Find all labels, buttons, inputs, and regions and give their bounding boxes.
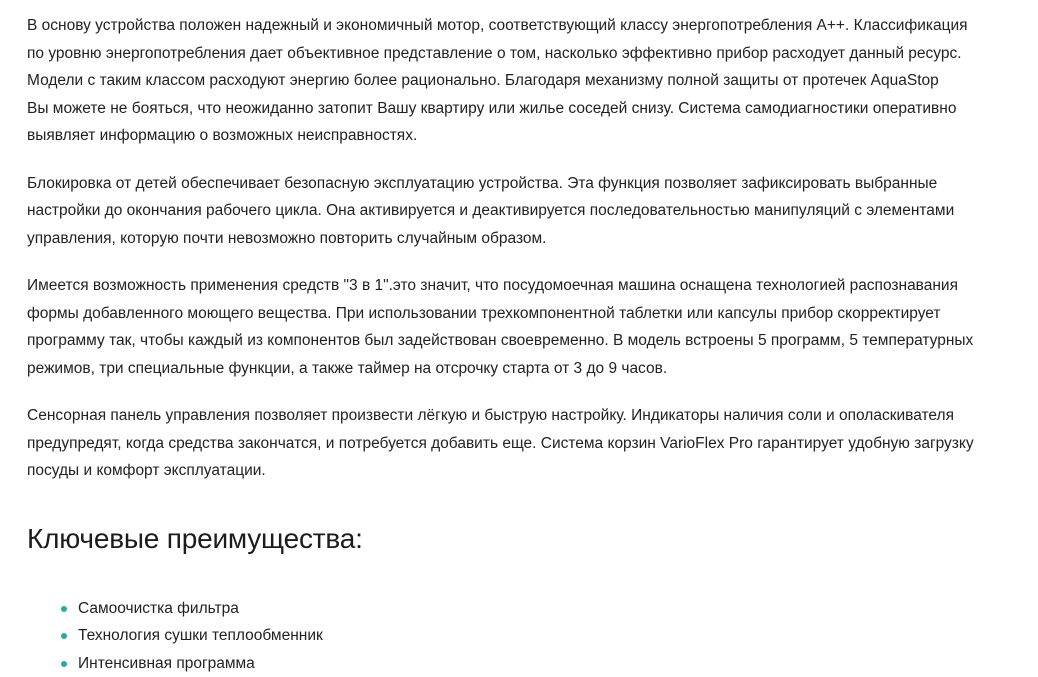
list-item xyxy=(61,595,1027,623)
list-item xyxy=(61,622,1027,650)
paragraph-child-lock xyxy=(27,170,1027,253)
bullet-dot-icon xyxy=(61,606,67,612)
list-item-label: Технология сушки теплообменник xyxy=(78,627,323,644)
list-item xyxy=(61,650,1027,677)
bullet-dot-icon xyxy=(61,661,67,667)
paragraph-line: формы добавленного моющего вещества. При использовании трехкомпонентной таблетки или капсулы прибор скорректирует xyxy=(27,300,1027,328)
paragraph-line: выявляет информацию о возможных неисправностях. xyxy=(27,122,1027,150)
list-item-label: Интенсивная программа xyxy=(78,655,255,672)
key-benefits-heading: Ключевые преимущества: xyxy=(27,523,1027,555)
paragraph-line: настройки до окончания рабочего цикла. Она активируется и деактивируется последовательностью манипуляций с элементами xyxy=(27,197,1027,225)
paragraph-line: Имеется возможность применения средств "3 в 1".это значит, что посудомоечная машина оснащена технологией распознавания xyxy=(27,272,1027,300)
paragraph-line: Вы можете не бояться, что неожиданно затопит Вашу квартиру или жилье соседей снизу. Система самодиагностики оперативно xyxy=(27,95,1027,123)
paragraph-motor xyxy=(27,12,1027,150)
bullet-dot-icon xyxy=(61,633,67,639)
paragraph-line: В основу устройства положен надежный и экономичный мотор, соответствующий классу энергопотребления А++. Классификация xyxy=(27,12,1027,40)
paragraph-3-in-1 xyxy=(27,272,1027,382)
paragraph-line: Модели с таким классом расходуют энергию более рационально. Благодаря механизму полной защиты от протечек AquaStop xyxy=(27,67,1027,95)
key-benefits-list xyxy=(27,595,1027,677)
paragraph-line: режимов, три специальные функции, а также таймер на отсрочку старта от 3 до 9 часов. xyxy=(27,355,1027,383)
paragraph-line: Сенсорная панель управления позволяет произвести лёгкую и быструю настройку. Индикаторы наличия соли и ополаскивателя xyxy=(27,402,1027,430)
paragraph-control-panel xyxy=(27,402,1027,485)
paragraph-line: управления, которую почти невозможно повторить случайным образом. xyxy=(27,225,1027,253)
article-content xyxy=(27,12,1027,677)
paragraph-line: программу так, чтобы каждый из компонентов был задействован своевременно. В модель встроены 5 программ, 5 температурных xyxy=(27,327,1027,355)
list-item-label: Самоочистка фильтра xyxy=(78,600,239,617)
paragraph-line: по уровню энергопотребления дает объективное представление о том, насколько эффективно прибор расходует данный ресурс. xyxy=(27,40,1027,68)
paragraph-line: предупредят, когда средства закончатся, и потребуется добавить еще. Система корзин VarioFlex Pro гарантирует удобную загрузку xyxy=(27,430,1027,458)
paragraph-line: посуды и комфорт эксплуатации. xyxy=(27,457,1027,485)
paragraph-line: Блокировка от детей обеспечивает безопасную эксплуатацию устройства. Эта функция позволяет зафиксировать выбранные xyxy=(27,170,1027,198)
